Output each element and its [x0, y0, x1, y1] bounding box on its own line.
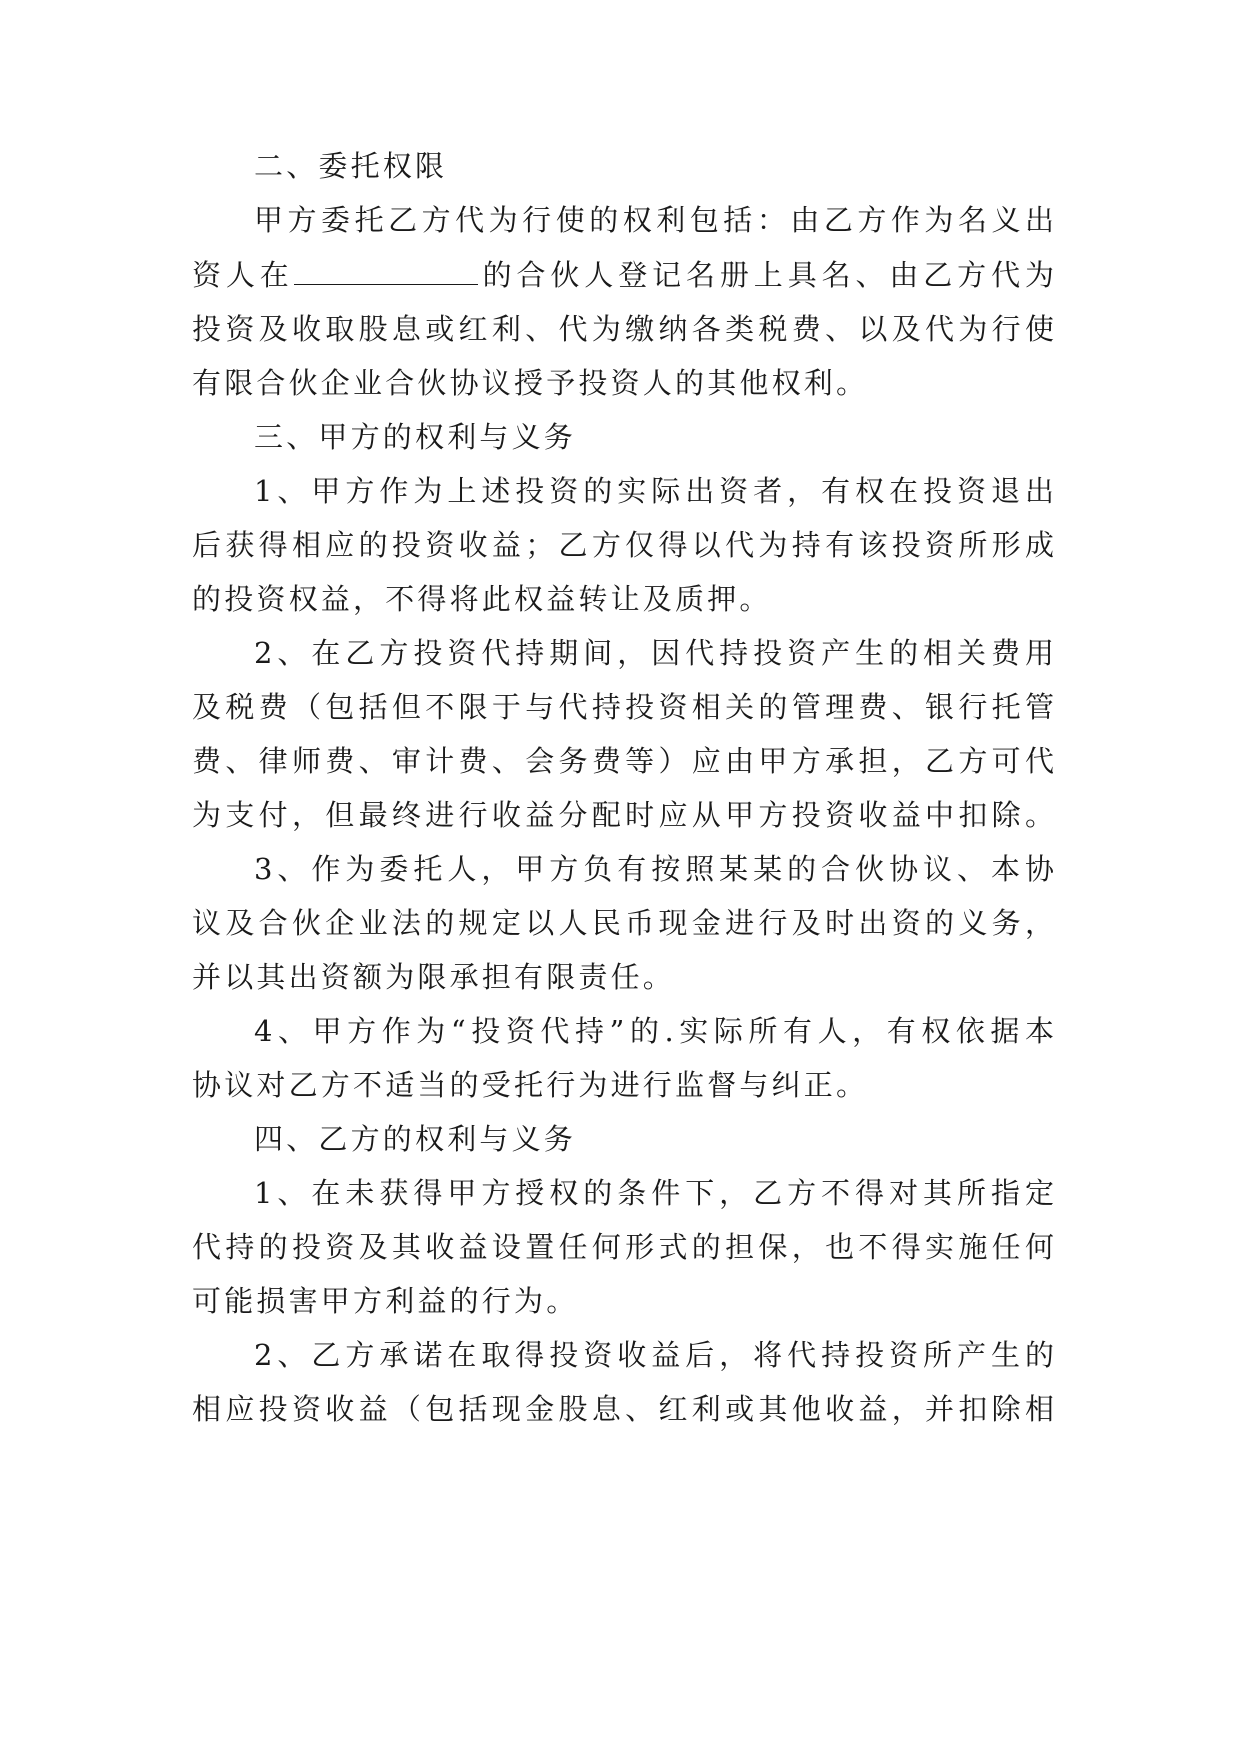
paragraph-text: 的合伙人登记名册上具名、由乙方代为 [477, 258, 1054, 292]
paragraph-line: 并以其出资额为限承担有限责任。 [192, 960, 676, 994]
paragraph-line: 相应投资收益（包括现金股息、红利或其他收益，并扣除相 [192, 1392, 1054, 1426]
paragraph-line: 后获得相应的投资收益；乙方仅得以代为持有该投资所形成 [192, 528, 1054, 562]
paragraph-line: 及税费（包括但不限于与代持投资相关的管理费、银行托管 [192, 690, 1054, 724]
paragraph-line: 2、乙方承诺在取得投资收益后，将代持投资所产生的 [254, 1338, 1054, 1372]
paragraph-line: 议及合伙企业法的规定以人民币现金进行及时出资的义务， [192, 906, 1054, 940]
paragraph-line: 可能损害甲方利益的行为。 [192, 1284, 579, 1318]
section-heading-party-b: 四、乙方的权利与义务 [254, 1122, 577, 1156]
paragraph-line: 2、在乙方投资代持期间，因代持投资产生的相关费用 [254, 636, 1054, 670]
paragraph-line: 甲方委托乙方代为行使的权利包括：由乙方作为名义出 [254, 203, 1054, 237]
paragraph-line: 为支付，但最终进行收益分配时应从甲方投资收益中扣除。 [192, 798, 1054, 832]
fill-in-blank [294, 258, 478, 285]
section-heading-party-a: 三、甲方的权利与义务 [254, 420, 577, 454]
paragraph-line: 投资及收取股息或红利、代为缴纳各类税费、以及代为行使 [192, 312, 1054, 346]
paragraph-line: 协议对乙方不适当的受托行为进行监督与纠正。 [192, 1068, 869, 1102]
section-heading-authority: 二、委托权限 [254, 149, 448, 183]
paragraph-line: 1、甲方作为上述投资的实际出资者，有权在投资退出 [254, 474, 1054, 508]
paragraph-line: 代持的投资及其收益设置任何形式的担保，也不得实施任何 [192, 1230, 1054, 1264]
paragraph-line: 4、甲方作为“投资代持”的.实际所有人，有权依据本 [254, 1014, 1054, 1048]
paragraph-text: 资人在 [192, 258, 294, 292]
paragraph-line: 1、在未获得甲方授权的条件下，乙方不得对其所指定 [254, 1176, 1054, 1210]
paragraph-line-with-blank [192, 257, 1054, 293]
paragraph-line: 费、律师费、审计费、会务费等）应由甲方承担，乙方可代 [192, 744, 1054, 778]
paragraph-line: 的投资权益，不得将此权益转让及质押。 [192, 582, 772, 616]
paragraph-line: 3、作为委托人，甲方负有按照某某的合伙协议、本协 [254, 852, 1054, 886]
paragraph-line: 有限合伙企业合伙协议授予投资人的其他权利。 [192, 366, 869, 400]
